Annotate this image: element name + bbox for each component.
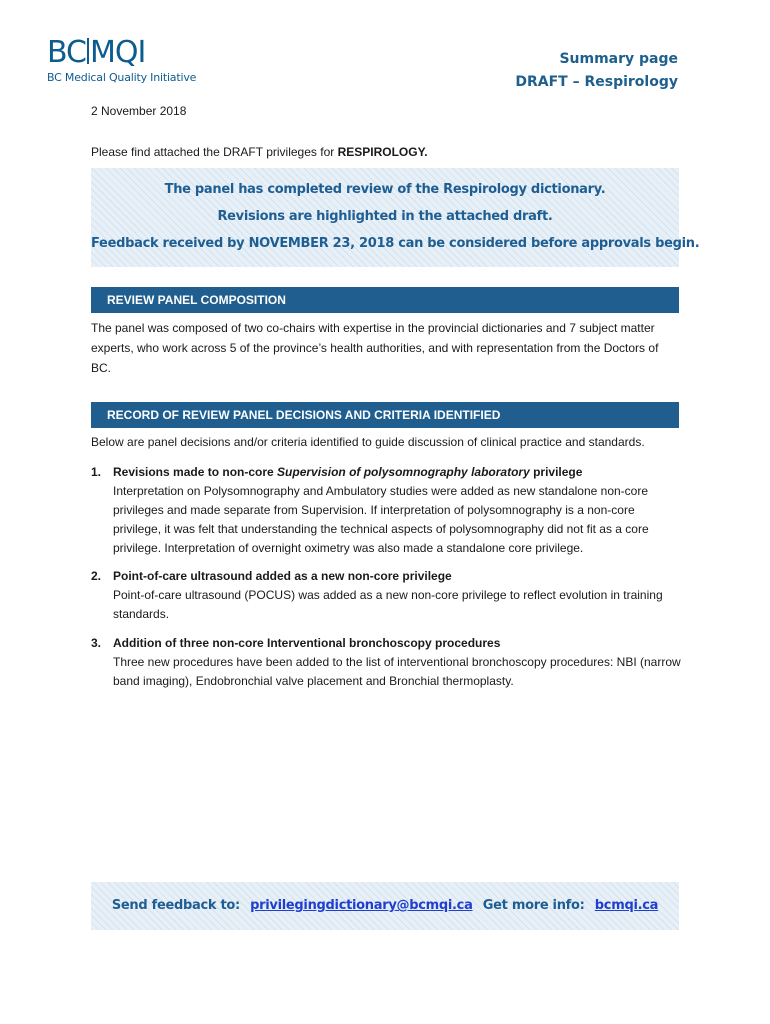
decision-item-3 — [91, 634, 681, 691]
panel-composition-text: The panel was composed of two co-chairs with expertise in the provincial dictionaries and 7 subject matter experts, who work across 5 of the province’s health authorities, and with representation from the Doctors of BC. — [91, 321, 659, 375]
logo-divider — [87, 38, 89, 64]
callout-line-2: Revisions are highlighted in the attached draft. — [217, 209, 553, 224]
feedback-label: Send feedback to: — [111, 898, 240, 913]
feedback-email-link[interactable]: privilegingdictionary@bcmqi.ca — [250, 898, 473, 913]
logo-mark-left: BC — [47, 35, 87, 70]
section-heading-decisions: RECORD OF REVIEW PANEL DECISIONS AND CRITERIA IDENTIFIED — [91, 402, 679, 428]
decision-item-title: 2. Point-of-care ultrasound added as a new non-core privilege — [91, 569, 452, 583]
decision-item-1 — [91, 463, 681, 558]
section-heading-panel-composition: REVIEW PANEL COMPOSITION — [91, 287, 679, 313]
logo-mark-right: MQI — [90, 35, 146, 70]
decision-item-body: Point-of-care ultrasound (POCUS) was added as a new non-core privilege to reflect evolution in training standards. — [113, 588, 663, 621]
privilege-name: Supervision of polysomnography laboratory — [277, 465, 530, 479]
more-info-label: Get more info: — [482, 898, 585, 913]
review-callout — [91, 168, 700, 267]
page-header — [515, 48, 678, 94]
decision-item-body: Three new procedures have been added to the list of interventional bronchoscopy procedures: NBI (narrow band imaging), Endobronchial valve placement and Bronchial thermoplasty. — [113, 655, 681, 688]
decisions-intro-text: Below are panel decisions and/or criteria identified to guide discussion of clinical practice and standards. — [91, 435, 645, 449]
decision-item-title: 1. Revisions made to non-core Supervision of polysomnography laboratory privilege — [91, 465, 583, 479]
decision-item-body: Interpretation on Polysomnography and Ambulatory studies were added as new standalone non-core privileges and made separate from Supervision. If interpretation of polysomnography is a non-core privilege, it was felt that understanding the technical aspects of polysomnography did not fit as a core privilege. Interpretation of overnight oximetry was also made a standalone core privilege. — [113, 484, 649, 555]
document-date: 2 November 2018 — [91, 104, 187, 118]
header-subtitle: DRAFT – Respirology — [515, 74, 678, 90]
logo-subtitle: BC Medical Quality Initiative — [47, 71, 197, 84]
intro-text: Please find attached the DRAFT privileges for — [91, 145, 338, 159]
item-number: 1. — [91, 465, 102, 479]
website-link[interactable]: bcmqi.ca — [594, 898, 659, 913]
decision-item-2 — [91, 567, 681, 624]
intro-line — [91, 145, 428, 159]
item-number: 2. — [91, 569, 102, 583]
item-number: 3. — [91, 636, 102, 650]
bcmqi-logo — [47, 35, 217, 88]
header-title: Summary page — [559, 51, 678, 67]
callout-line-3: Feedback received by NOVEMBER 23, 2018 can be considered before approvals begin. — [91, 236, 700, 251]
decision-item-title: 3. Addition of three non-core Interventional bronchoscopy procedures — [91, 636, 501, 650]
callout-line-1: The panel has completed review of the Respirology dictionary. — [164, 182, 606, 197]
intro-specialty: RESPIROLOGY. — [337, 145, 428, 159]
feedback-footer — [91, 882, 679, 930]
logo-mark — [47, 35, 217, 70]
